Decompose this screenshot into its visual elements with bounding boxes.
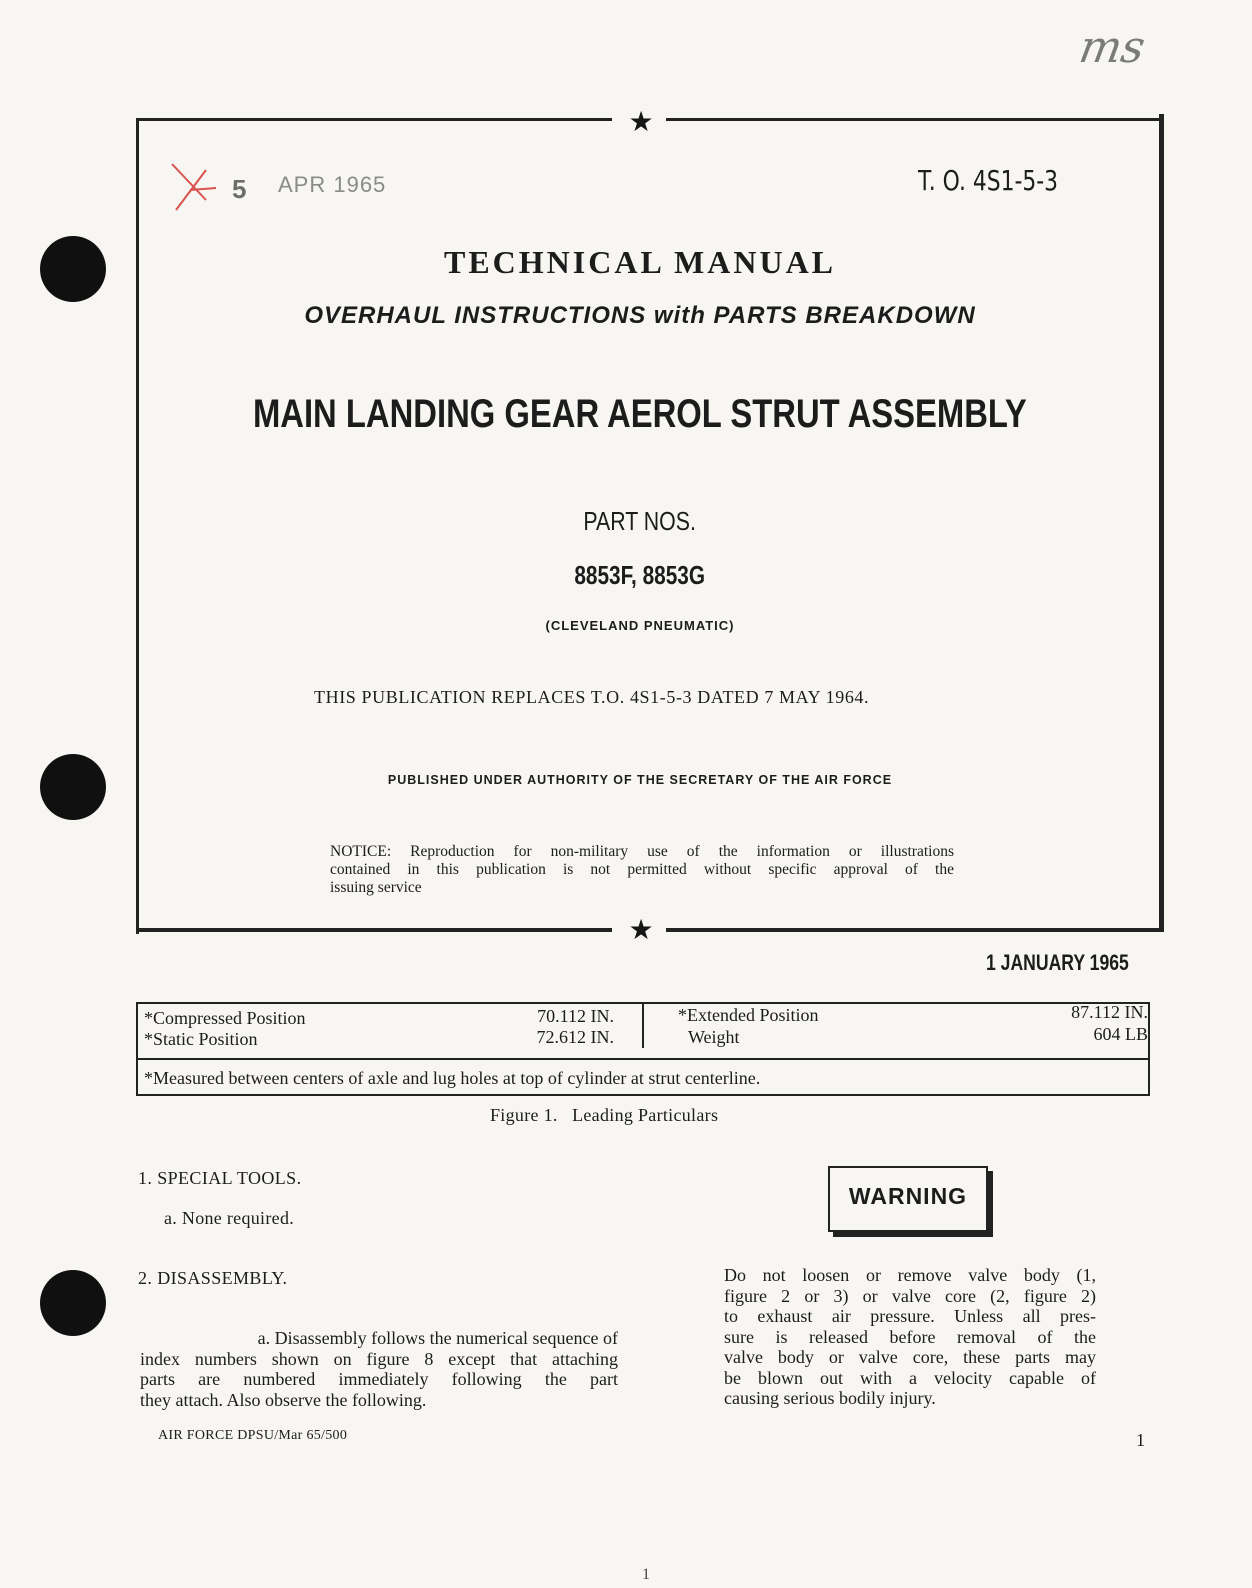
authority-statement: PUBLISHED UNDER AUTHORITY OF THE SECRETARY OF THE AIR FORCE <box>387 773 893 787</box>
particulars-footnote: *Measured between centers of axle and lug holes at top of cylinder at strut centerline. <box>144 1068 761 1088</box>
table-divider-vertical <box>642 1004 644 1048</box>
table-divider-horizontal <box>138 1058 1148 1060</box>
compressed-label: *Compressed Position <box>144 1008 306 1028</box>
warning-line-6: be blown out with a velocity capable of <box>724 1367 1096 1388</box>
title-overhaul: OVERHAUL INSTRUCTIONS with PARTS BREAKDOWN <box>304 302 976 329</box>
binder-hole-top <box>40 236 106 302</box>
notice <box>330 843 954 897</box>
warning-line-2: figure 2 or 3) or valve core (2, figure 2) <box>724 1285 1096 1306</box>
compressed-value: 70.112 IN. <box>537 1006 614 1026</box>
page-number: 1 <box>1136 1430 1145 1450</box>
section-2a-line-3: parts are numbered immediately following the part <box>140 1369 618 1389</box>
reviewer-x-mark <box>166 160 218 212</box>
section-2a-line-4: they attach. Also observe the following. <box>140 1389 427 1410</box>
section-2a-line-2: index numbers shown on figure 8 except that attaching <box>140 1348 618 1369</box>
warning-text <box>724 1265 1096 1409</box>
section-2-heading: 2. DISASSEMBLY. <box>138 1268 288 1288</box>
manufacturer: (CLEVELAND PNEUMATIC) <box>545 618 735 633</box>
figure-caption: Figure 1. Leading Particulars <box>490 1105 719 1125</box>
warning-box <box>828 1166 988 1232</box>
static-label: *Static Position <box>144 1029 258 1049</box>
weight-label: Weight <box>688 1027 740 1047</box>
warning-line-3: to exhaust air pressure. Unless all pres- <box>724 1306 1096 1326</box>
section-1-heading: 1. SPECIAL TOOLS. <box>138 1168 302 1188</box>
extended-value: 87.112 IN. <box>1071 1002 1148 1022</box>
frame-right <box>1159 114 1164 928</box>
replaces-statement: THIS PUBLICATION REPLACES T.O. 4S1-5-3 DATED 7 MAY 1964. <box>314 687 870 707</box>
section-2a-line-1: a. Disassembly follows the numerical sequence of <box>257 1328 618 1348</box>
to-number: T. O. 4S1-5-3 <box>918 164 1059 197</box>
notice-line-3: issuing service <box>330 879 422 896</box>
frame-top-right <box>666 118 1164 121</box>
binder-hole-bottom <box>40 1270 106 1336</box>
frame-bottom-right <box>666 928 1164 932</box>
title-technical-manual: TECHNICAL MANUAL <box>443 244 837 280</box>
warning-line-7: causing serious bodily injury. <box>724 1388 936 1408</box>
section-2a-paragraph <box>140 1328 618 1410</box>
bottom-edge-mark: 1 <box>642 1566 650 1583</box>
star-top-icon: ★ <box>628 105 654 138</box>
warning-label: WARNING <box>848 1183 968 1209</box>
extended-label: *Extended Position <box>678 1005 819 1025</box>
notice-line-2: contained in this publication is not permitted without specific approval of the <box>330 861 954 878</box>
handwritten-initials: ms <box>1075 22 1149 73</box>
stamp-date: APR 1965 <box>278 172 387 197</box>
frame-top-left <box>136 118 612 121</box>
static-value: 72.612 IN. <box>536 1027 614 1047</box>
section-1a: a. None required. <box>164 1208 295 1228</box>
publication-date: 1 JANUARY 1965 <box>986 950 1129 975</box>
publication-date-wrap <box>986 950 1165 976</box>
part-nos-label: PART NOS. <box>583 506 697 536</box>
stamp-day: 5 <box>232 174 247 204</box>
leading-particulars-table <box>136 1002 1150 1096</box>
print-code: AIR FORCE DPSU/Mar 65/500 <box>158 1428 348 1443</box>
part-numbers: 8853F, 8853G <box>574 560 706 590</box>
warning-line-4: sure is released before removal of the <box>724 1326 1096 1347</box>
notice-line-1: NOTICE: Reproduction for non-military use of the information or illustrations <box>330 843 954 860</box>
main-title-wrap <box>136 392 1144 437</box>
part-nos-label-wrap <box>136 506 1144 537</box>
warning-line-5: valve body or valve core, these parts may <box>724 1347 1096 1367</box>
part-nos-wrap <box>136 560 1144 591</box>
star-bottom-icon: ★ <box>628 913 654 946</box>
frame-bottom-left <box>136 928 612 932</box>
binder-hole-middle <box>40 754 106 820</box>
main-title: MAIN LANDING GEAR AEROL STRUT ASSEMBLY <box>253 392 1027 436</box>
weight-value: 604 LB <box>1093 1024 1148 1044</box>
warning-line-1: Do not loosen or remove valve body (1, <box>724 1265 1096 1285</box>
